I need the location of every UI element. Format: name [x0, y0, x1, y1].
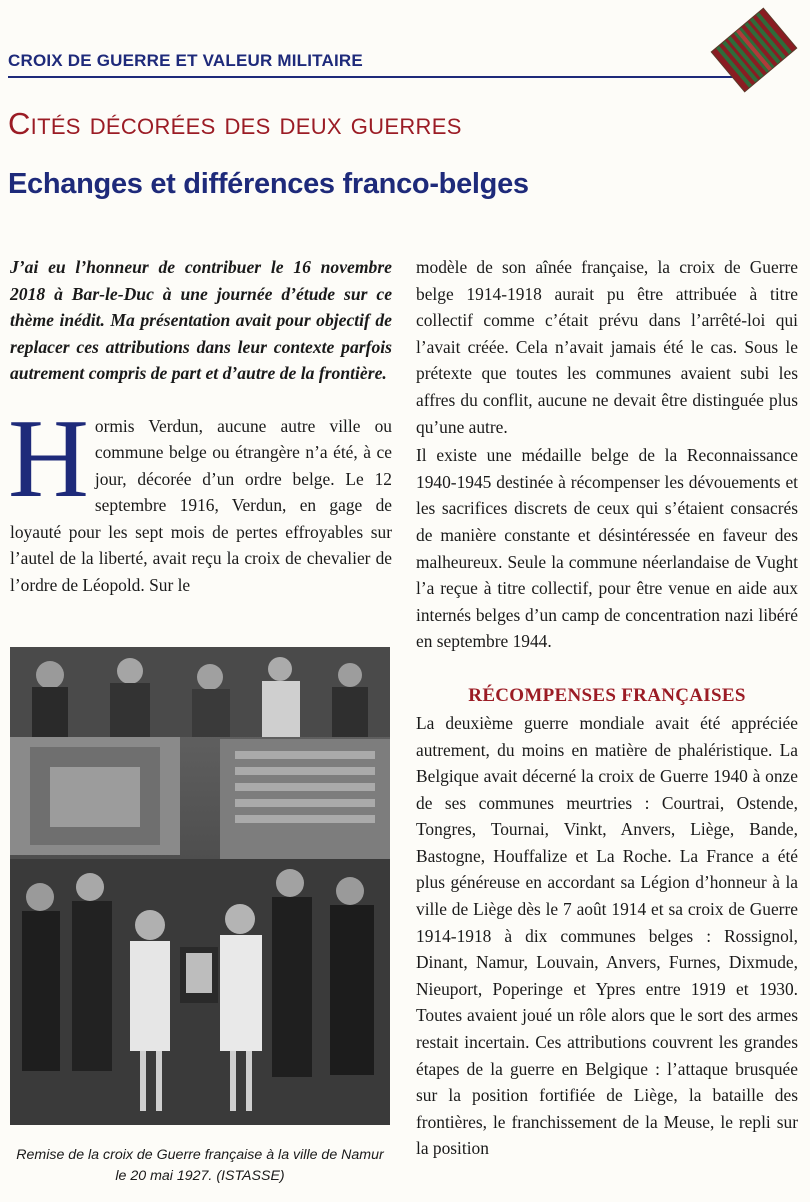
article-title: Echanges et différences franco-belges [8, 168, 529, 200]
section-label: CROIX DE GUERRE ET VALEUR MILITAIRE [8, 51, 363, 70]
subtitle: Cités décorées des deux guerres [8, 106, 462, 141]
dropcap: H [8, 396, 89, 521]
right-column [416, 254, 798, 1162]
paragraph-recompenses: La deuxième guerre mondiale avait été appréciée autrement, du moins en matière de phaléristique. La Belgique avait décerné la croix de Guerre 1940 à onze de ses communes meurtries : Courtrai, Ostende, Tongres, Tournai, Vinkt, Anvers, Liège, Bande, Bastogne, Houffalize et La Roche. La France a été plus généreuse en accordant sa Légion d’honneur à la ville de Liège dès le 7 août 1914 et sa croix de Guerre 1914-1918 à dix communes belges : Rossignol, Dinant, Namur, Louvain, Anvers, Furnes, Dixmude, Nieuport, Poperinge et Ypres entre 1919 et 1930. Toutes avaient joué un rôle alors que le sort des armes restait incertain. Ces attributions couvrent les grandes étapes de la guerre en Belgique : l’attaque brusquée sur la position fortifiée de Liège, la bataille des frontières, le franchissement de la Meuse, le repli sur la position [416, 712, 798, 1159]
section-heading: RÉCOMPENSES FRANÇAISES [468, 684, 746, 706]
lead-paragraph [8, 396, 392, 599]
ceremony-photo [10, 647, 390, 1125]
paragraph-reconnaissance: Il existe une médaille belge de la Reconnaissance 1940-1945 destinée à récompenser les dévouements et les sacrifices discrets de ceux qui s’étaient consacrés de manière constante et désintéressée en faveur des malheureux. Seule la commune néerlandaise de Vught l’a reçue à titre collectif, pour être venue en aide aux internés belges d’un camp de concentration nazi libéré en septembre 1944. [416, 445, 798, 652]
caption-line-1: Remise de la croix de Guerre française à la ville de Namur [16, 1147, 384, 1163]
header-rule [8, 76, 735, 78]
paragraph-continuation: modèle de son aînée française, la croix de Guerre belge 1914-1918 aurait pu être attribuée à titre collectif comme c’était prévu dans l’arrêté-loi qui l’avait créée. Cela n’avait jamais été le cas. Sous le prétexte que toutes les communes avaient subi les affres du conflit, aucune ne devait être distinguée plus qu’une autre. [416, 257, 798, 437]
caption-line-2: le 20 mai 1927. (ISTASSE) [115, 1168, 285, 1184]
left-column [10, 254, 392, 599]
intro-paragraph: J’ai eu l’honneur de contribuer le 16 novembre 2018 à Bar-le-Duc à une journée d’étude sur ce thème inédit. Ma présentation avait pour objectif de replacer ces attributions dans leur contexte parfois autrement compris de part et d’autre de la frontière. [10, 257, 392, 383]
croix-de-guerre-ribbon-icon [710, 6, 798, 94]
lead-text: ormis Verdun, aucune autre ville ou commune belge ou étrangère n’a été, à ce jour, décorée d’un ordre belge. Le 12 septembre 1916, Verdun, en gage de loyauté pour les sept mois de pertes effroyables sur l’autel de la liberté, avait reçu la croix de chevalier de l’ordre de Léopold. Sur le [10, 415, 392, 596]
photo-caption [10, 1145, 390, 1187]
